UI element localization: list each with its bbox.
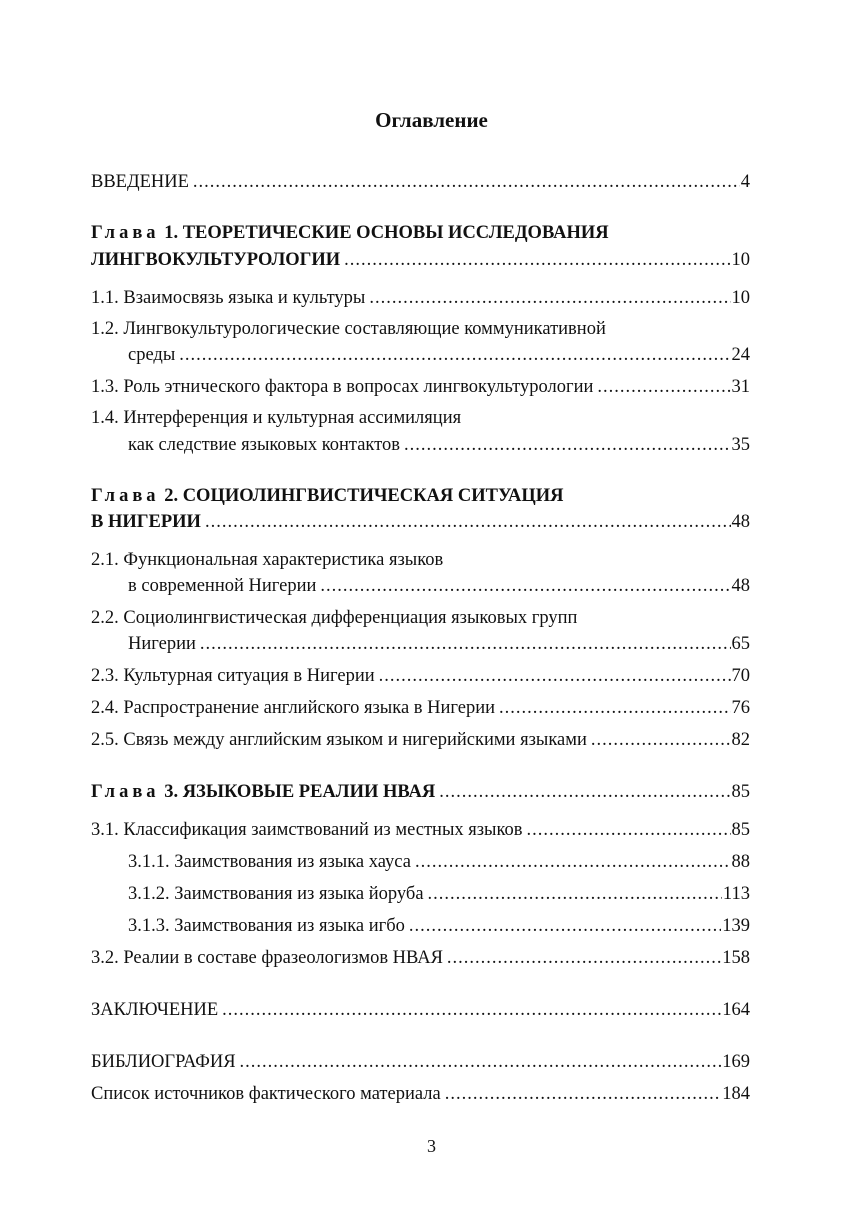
page-title: Оглавление	[375, 108, 488, 132]
chapter-title-line-2: ЛИНГВОКУЛЬТУРОЛОГИИ	[91, 250, 341, 270]
chapter-title-line-1: 1. ТЕОРЕТИЧЕСКИЕ ОСНОВЫ ИССЛЕДОВАНИЯ	[159, 223, 609, 243]
toc-entry-label: 2.2. Социолингвистическая дифференциация языковых групп	[91, 608, 578, 628]
toc-page-number: 88	[731, 852, 750, 872]
toc-page-number: 139	[722, 916, 750, 936]
toc-page-number: 65	[731, 634, 750, 654]
toc-entry-label: ЗАКЛЮЧЕНИЕ	[91, 1000, 219, 1020]
toc-page-number: 85	[731, 820, 750, 840]
dot-leader	[499, 695, 730, 721]
table-of-contents	[91, 0, 750, 1229]
toc-page-number: 85	[731, 782, 750, 802]
dot-leader	[409, 913, 721, 939]
toc-page-number: 35	[731, 435, 750, 455]
toc-entry-label: 1.2. Лингвокультурологические составляющие коммуникативной	[91, 319, 606, 339]
toc-entry-conclusion[interactable]	[91, 997, 750, 1023]
dot-leader	[379, 663, 731, 689]
toc-entry-label: 3.1.2. Заимствования из языка йоруба	[128, 884, 424, 904]
toc-page-number: 24	[731, 345, 750, 365]
toc-section-1-4[interactable]	[128, 432, 750, 458]
toc-chapter-2[interactable]	[91, 509, 750, 535]
toc-page-number: 10	[731, 250, 750, 270]
chapter-prefix: Глава	[91, 486, 160, 506]
chapter-title-line-2: В НИГЕРИИ	[91, 512, 201, 532]
chapter-title-line-1: 2. СОЦИОЛИНГВИСТИЧЕСКАЯ СИТУАЦИЯ	[159, 486, 564, 506]
chapter-title-line-1: 3. ЯЗЫКОВЫЕ РЕАЛИИ НВАЯ	[159, 782, 436, 802]
toc-section-1-2[interactable]	[128, 342, 750, 368]
toc-chapter-1[interactable]	[91, 247, 750, 273]
toc-page-number: 48	[731, 576, 750, 596]
toc-chapter-2-heading[interactable]	[91, 483, 750, 509]
dot-leader	[344, 247, 730, 273]
dot-leader	[597, 374, 730, 400]
toc-page-number: 31	[731, 377, 750, 397]
chapter-prefix: Глава	[91, 782, 160, 802]
toc-page-number: 82	[731, 730, 750, 750]
toc-entry-label-continued: в современной Нигерии	[128, 576, 317, 596]
toc-page-number: 76	[731, 698, 750, 718]
toc-section-1-3[interactable]	[91, 374, 750, 400]
dot-leader	[200, 631, 731, 657]
toc-entry-label-continued: как следствие языковых контактов	[128, 435, 400, 455]
toc-section-2-2-line-1[interactable]	[91, 605, 750, 631]
toc-entry-label: 3.1.3. Заимствования из языка игбо	[128, 916, 405, 936]
toc-page-number: 164	[722, 1000, 750, 1020]
dot-leader	[439, 779, 730, 805]
toc-entry-label: 2.4. Распространение английского языка в Нигерии	[91, 698, 496, 718]
toc-entry-label: 2.1. Функциональная характеристика языков	[91, 550, 444, 570]
toc-section-3-1-3[interactable]	[128, 913, 750, 939]
toc-page-number: 169	[722, 1052, 750, 1072]
toc-section-1-1[interactable]	[91, 285, 750, 311]
toc-page-number: 184	[722, 1084, 750, 1104]
toc-entry-label: БИБЛИОГРАФИЯ	[91, 1052, 236, 1072]
toc-section-2-2[interactable]	[128, 631, 750, 657]
toc-entry-label: 1.4. Интерференция и культурная ассимиляция	[91, 408, 462, 428]
toc-section-2-1-line-1[interactable]	[91, 547, 750, 573]
dot-leader	[179, 342, 730, 368]
toc-entry-label: 2.5. Связь между английским языком и нигерийскими языками	[91, 730, 587, 750]
toc-section-1-2-line-1[interactable]	[91, 316, 750, 342]
toc-page-number: 158	[722, 948, 750, 968]
toc-page-number: 48	[731, 512, 750, 532]
dot-leader	[193, 169, 740, 195]
toc-section-2-3[interactable]	[91, 663, 750, 689]
dot-leader	[591, 727, 731, 753]
dot-leader	[240, 1049, 722, 1075]
dot-leader	[445, 1081, 722, 1107]
dot-leader	[222, 997, 721, 1023]
dot-leader	[320, 573, 730, 599]
toc-section-3-1[interactable]	[91, 817, 750, 843]
toc-chapter-3[interactable]	[91, 779, 750, 805]
page-number: 3	[427, 1136, 436, 1156]
toc-page-number: 113	[722, 884, 750, 904]
toc-chapter-1-heading[interactable]	[91, 220, 750, 246]
dot-leader	[415, 849, 731, 875]
toc-section-2-5[interactable]	[91, 727, 750, 753]
dot-leader	[428, 881, 722, 907]
toc-entry-label: 3.1.1. Заимствования из языка хауса	[128, 852, 411, 872]
dot-leader	[527, 817, 731, 843]
toc-entry-label: 1.3. Роль этнического фактора в вопросах лингвокультурологии	[91, 377, 594, 397]
toc-section-1-4-line-1[interactable]	[91, 405, 750, 431]
toc-entry-label: 3.1. Классификация заимствований из местных языков	[91, 820, 523, 840]
toc-entry-label: 2.3. Культурная ситуация в Нигерии	[91, 666, 375, 686]
toc-entry-sources[interactable]	[91, 1081, 750, 1107]
chapter-prefix: Глава	[91, 223, 160, 243]
dot-leader	[205, 509, 731, 535]
toc-section-3-2[interactable]	[91, 945, 750, 971]
toc-section-3-1-1[interactable]	[128, 849, 750, 875]
toc-page-number: 70	[731, 666, 750, 686]
toc-entry-introduction[interactable]	[91, 169, 750, 195]
toc-page-number: 10	[731, 288, 750, 308]
toc-entry-label: 1.1. Взаимосвязь языка и культуры	[91, 288, 366, 308]
toc-entry-label-continued: среды	[128, 345, 176, 365]
dot-leader	[447, 945, 721, 971]
toc-page-number: 4	[740, 172, 750, 192]
toc-entry-label: ВВЕДЕНИЕ	[91, 172, 189, 192]
dot-leader	[369, 285, 730, 311]
toc-entry-label-continued: Нигерии	[128, 634, 196, 654]
dot-leader	[404, 432, 731, 458]
toc-section-2-1[interactable]	[128, 573, 750, 599]
toc-section-2-4[interactable]	[91, 695, 750, 721]
toc-entry-bibliography[interactable]	[91, 1049, 750, 1075]
toc-section-3-1-2[interactable]	[128, 881, 750, 907]
toc-entry-label: Список источников фактического материала	[91, 1084, 441, 1104]
toc-entry-label: 3.2. Реалии в составе фразеологизмов НВАЯ	[91, 948, 443, 968]
